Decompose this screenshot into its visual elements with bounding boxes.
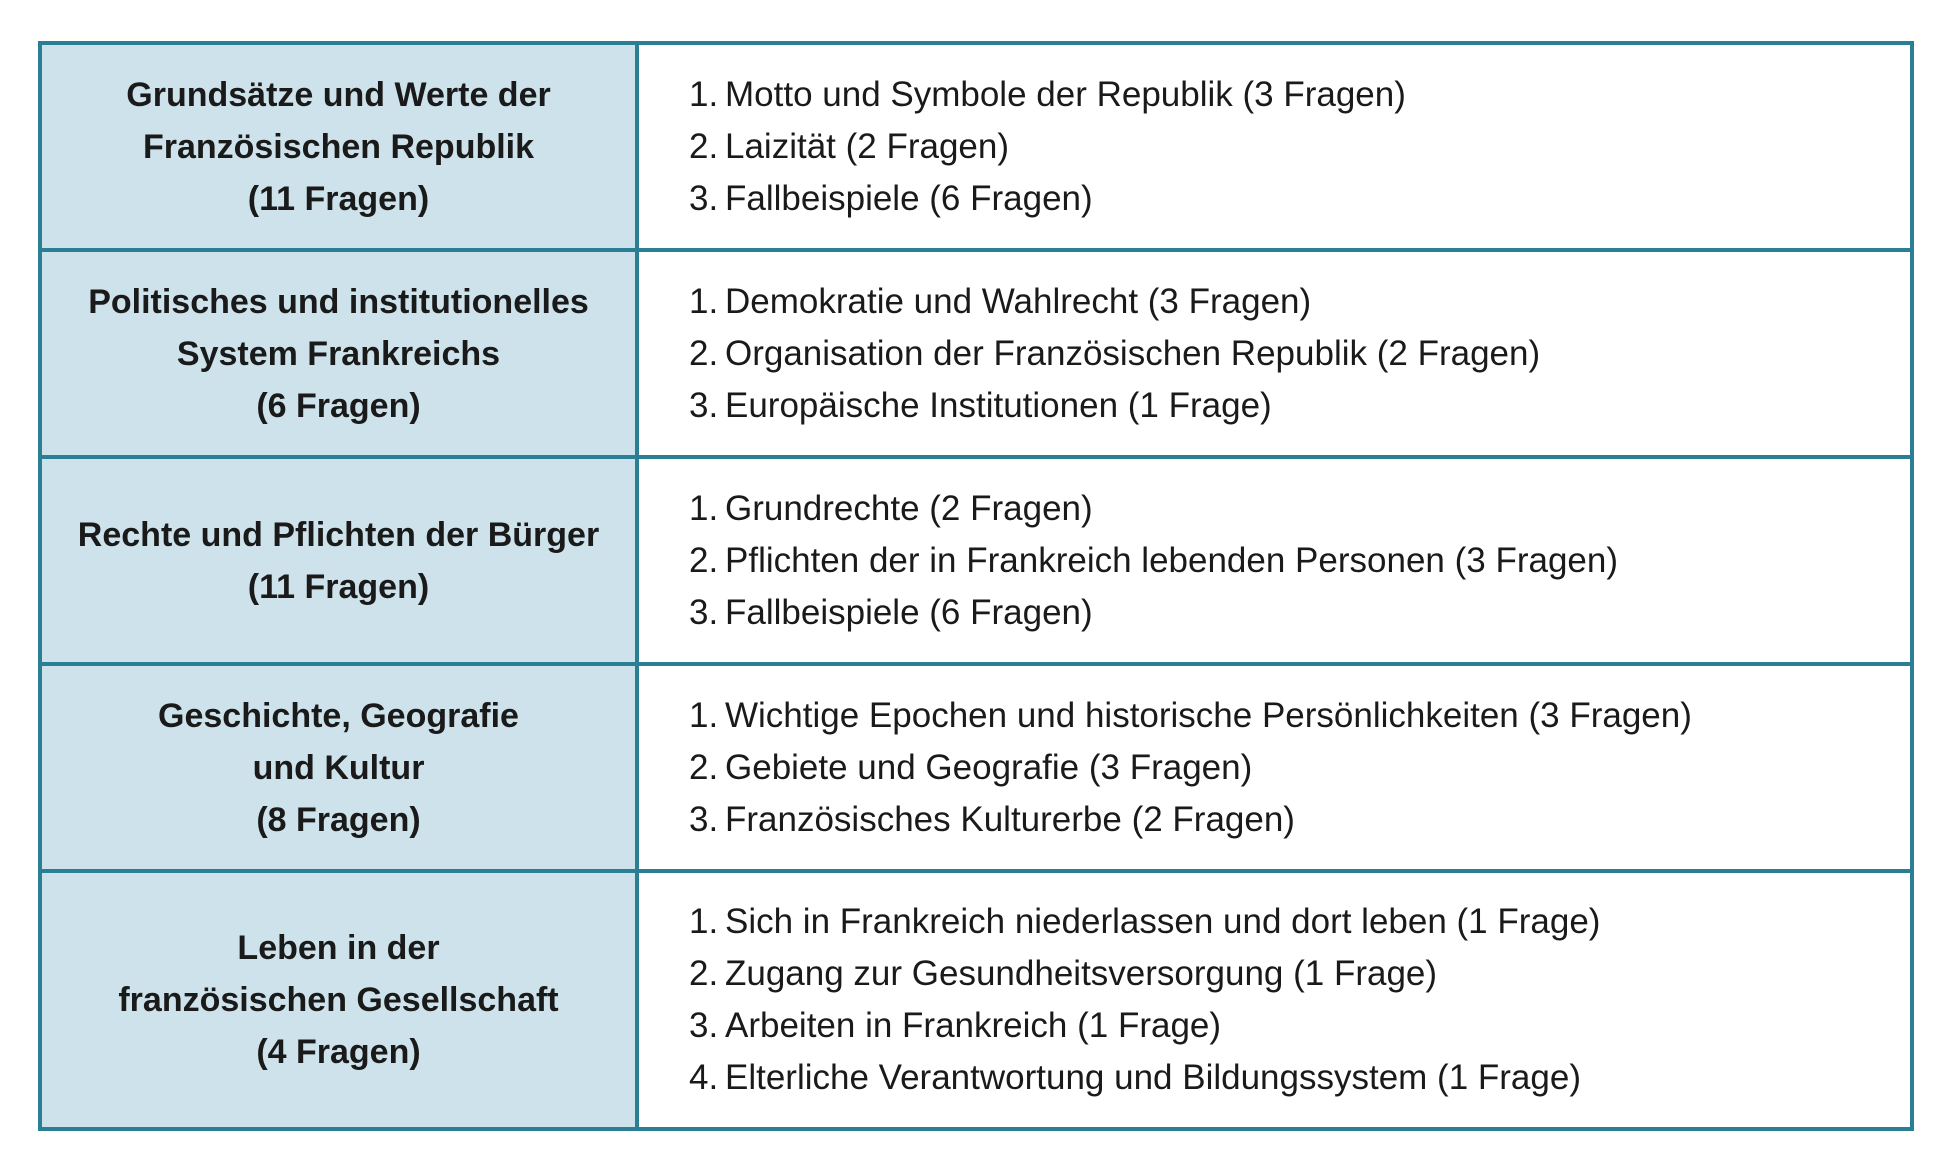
list-item-number: 1. xyxy=(689,281,719,321)
list-item-number: 1. xyxy=(689,695,719,735)
list-item-text: Zugang zur Gesundheitsversorgung (1 Frage) xyxy=(725,954,1438,993)
list-item-text: Grundrechte (2 Fragen) xyxy=(725,488,1093,528)
list-item xyxy=(689,896,1910,948)
table-row xyxy=(40,871,1912,1129)
list-item-number: 2. xyxy=(689,333,719,373)
table-row xyxy=(40,250,1912,457)
category-title-line: Französischen Republik xyxy=(142,127,535,166)
table-row xyxy=(40,457,1912,664)
list-item xyxy=(689,587,1910,639)
list-item-number: 3. xyxy=(689,1006,719,1045)
subtopic-list xyxy=(689,276,1910,432)
list-item-text: Gebiete und Geografie (3 Fragen) xyxy=(725,747,1253,787)
subtopics-cell xyxy=(637,871,1912,1129)
list-item-text: Arbeiten in Frankreich (1 Frage) xyxy=(725,1006,1222,1045)
table-row xyxy=(40,43,1912,250)
list-item-text: Organisation der Französischen Republik (2 Fragen) xyxy=(725,333,1541,373)
list-item xyxy=(689,328,1910,380)
category-title-line: Rechte und Pflichten der Bürger xyxy=(77,515,600,554)
list-item-number: 2. xyxy=(689,747,719,787)
list-item-text: Laizität (2 Fragen) xyxy=(725,126,1010,166)
list-item xyxy=(689,535,1910,587)
subtopic-list xyxy=(689,690,1910,846)
category-cell xyxy=(40,43,637,250)
list-item xyxy=(689,1000,1910,1052)
list-item-number: 1. xyxy=(689,74,719,114)
category-cell xyxy=(40,250,637,457)
subtopics-cell xyxy=(637,457,1912,664)
list-item-text: Fallbeispiele (6 Fragen) xyxy=(725,178,1093,218)
list-item-text: Französisches Kulturerbe (2 Fragen) xyxy=(725,799,1295,839)
list-item xyxy=(689,742,1910,794)
category-title-line: französischen Gesellschaft xyxy=(118,981,559,1019)
list-item-text: Wichtige Epochen und historische Persönlichkeiten (3 Fragen) xyxy=(725,695,1692,735)
category-title-line: Leben in der xyxy=(237,929,440,967)
category-cell xyxy=(40,871,637,1129)
list-item-text: Sich in Frankreich niederlassen und dort leben (1 Frage) xyxy=(725,902,1601,941)
list-item-number: 3. xyxy=(689,592,719,632)
list-item xyxy=(689,173,1910,225)
list-item xyxy=(689,794,1910,846)
list-item xyxy=(689,121,1910,173)
list-item-text: Elterliche Verantwortung und Bildungssystem (1 Frage) xyxy=(725,1058,1581,1097)
category-cell xyxy=(40,664,637,871)
category-question-count: (6 Fragen) xyxy=(256,386,421,425)
list-item xyxy=(689,380,1910,432)
category-title-line: Geschichte, Geografie xyxy=(158,696,519,735)
category-cell xyxy=(40,457,637,664)
list-item xyxy=(689,690,1910,742)
subtopics-cell xyxy=(637,664,1912,871)
subtopic-list xyxy=(689,69,1910,225)
list-item-number: 3. xyxy=(689,799,719,839)
list-item-number: 2. xyxy=(689,540,719,580)
category-question-count: (8 Fragen) xyxy=(256,800,421,839)
category-title-line: Politisches und institutionelles xyxy=(88,282,589,321)
list-item-number: 2. xyxy=(689,954,719,993)
subtopic-list xyxy=(689,896,1910,1104)
category-question-count: (11 Fragen) xyxy=(247,179,430,218)
topic-table xyxy=(38,41,1914,1131)
list-item-number: 1. xyxy=(689,488,719,528)
subtopics-cell xyxy=(637,250,1912,457)
subtopic-list xyxy=(689,483,1910,639)
category-title-line: System Frankreichs xyxy=(176,334,501,373)
list-item xyxy=(689,276,1910,328)
list-item-number: 3. xyxy=(689,178,719,218)
list-item-number: 4. xyxy=(689,1058,719,1097)
list-item xyxy=(689,948,1910,1000)
table-row xyxy=(40,664,1912,871)
list-item xyxy=(689,69,1910,121)
list-item-number: 1. xyxy=(689,902,719,941)
list-item-text: Europäische Institutionen (1 Frage) xyxy=(725,385,1272,425)
list-item xyxy=(689,483,1910,535)
category-question-count: (11 Fragen) xyxy=(247,567,430,606)
subtopics-cell xyxy=(637,43,1912,250)
category-title-line: und Kultur xyxy=(252,748,425,787)
list-item-text: Pflichten der in Frankreich lebenden Personen (3 Fragen) xyxy=(725,540,1618,580)
list-item-text: Demokratie und Wahlrecht (3 Fragen) xyxy=(725,281,1312,321)
list-item xyxy=(689,1052,1910,1104)
list-item-number: 2. xyxy=(689,126,719,166)
list-item-text: Motto und Symbole der Republik (3 Fragen) xyxy=(725,74,1406,114)
category-title-line: Grundsätze und Werte der xyxy=(126,75,551,114)
category-question-count: (4 Fragen) xyxy=(256,1033,421,1071)
list-item-number: 3. xyxy=(689,385,719,425)
list-item-text: Fallbeispiele (6 Fragen) xyxy=(725,592,1093,632)
